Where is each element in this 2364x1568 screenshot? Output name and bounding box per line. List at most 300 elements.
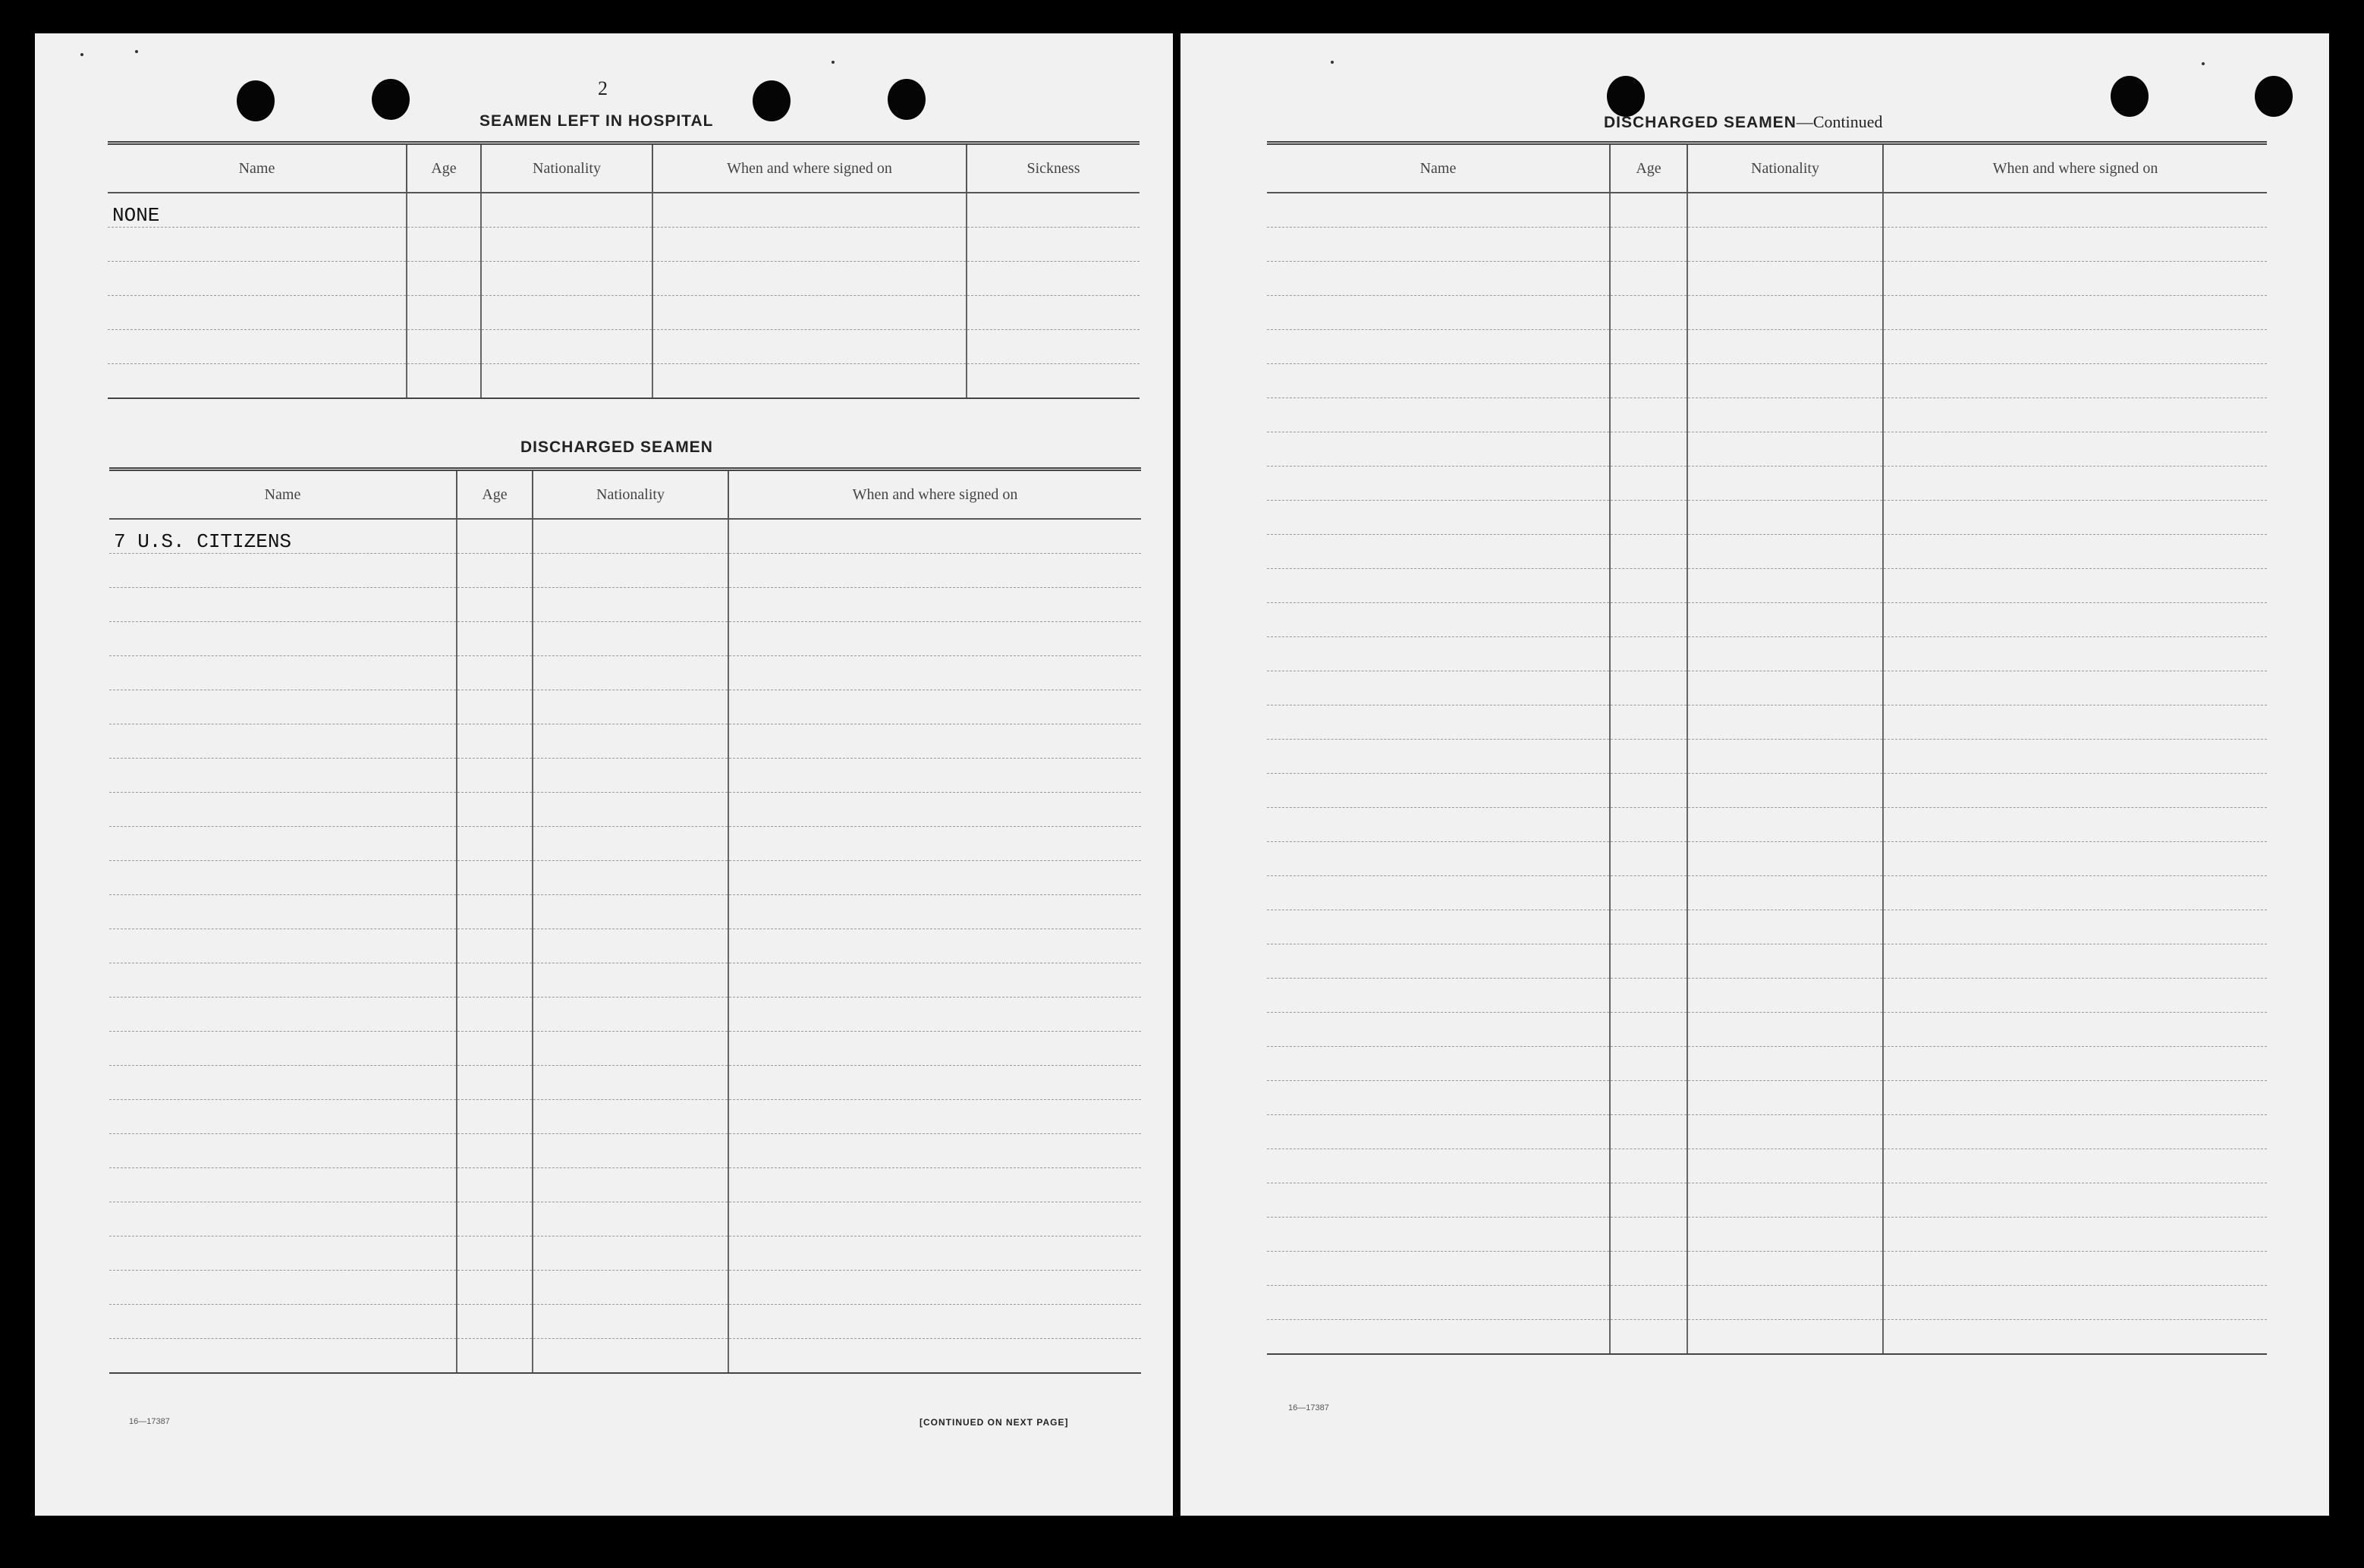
column-header: When and where signed on [728,470,1141,520]
table-cell [1610,467,1687,501]
table-cell [1610,535,1687,569]
table-cell [533,1066,728,1100]
table-cell [1883,1115,2267,1149]
table-cell [1883,910,2267,944]
table-cell [728,861,1141,895]
table-cell [1687,842,1883,876]
table-cell [967,193,1140,228]
table-row [1267,364,2267,398]
table-cell [1687,637,1883,671]
table-row [1267,1286,2267,1320]
table-cell [1267,1286,1610,1320]
table-cell [1267,944,1610,979]
table-cell [1610,432,1687,467]
table-cell [109,998,457,1032]
table-cell [1610,808,1687,842]
table-row [109,554,1141,588]
table-cell [1267,705,1610,740]
table-cell [457,827,533,861]
table-cell [1610,228,1687,262]
table-cell [728,759,1141,793]
title-continued: —Continued [1796,112,1883,131]
table-row [109,895,1141,929]
table-cell [1267,1183,1610,1218]
table-row [109,519,1141,554]
table-cell [481,330,652,364]
table-cell [457,793,533,827]
continued-table [1267,141,2267,1355]
discharged-table-body [109,519,1141,1373]
continued-table-body [1267,193,2267,1354]
table-row [1267,501,2267,535]
table-row [1267,330,2267,364]
table-cell [1883,1013,2267,1047]
table-cell [1267,501,1610,535]
table-row [109,1100,1141,1134]
table-cell [1883,842,2267,876]
table-cell [1610,740,1687,774]
table-cell [1610,569,1687,603]
table-cell [728,1271,1141,1305]
table-row [1267,535,2267,569]
table-cell [533,1134,728,1168]
hospital-table-header [108,143,1140,193]
table-cell [457,1066,533,1100]
table-cell [533,519,728,554]
table-cell [1687,398,1883,432]
table-cell [533,793,728,827]
table-cell [1610,262,1687,296]
table-cell [728,998,1141,1032]
table-cell [1610,603,1687,637]
table-cell [1267,262,1610,296]
table-cell [1267,740,1610,774]
discharged-section-title: DISCHARGED SEAMEN [520,438,713,456]
table-cell [109,827,457,861]
page-number: 2 [598,77,608,99]
table-cell [407,228,481,262]
table-cell [108,228,407,262]
table-cell [533,895,728,929]
table-cell [1610,1183,1687,1218]
table-row [1267,467,2267,501]
table-cell [1687,1320,1883,1355]
table-cell [728,1066,1141,1100]
table-cell [652,262,967,296]
table-cell [1687,876,1883,910]
table-cell [728,929,1141,963]
table-cell [457,554,533,588]
table-cell [533,656,728,690]
table-cell [728,1100,1141,1134]
speck [80,53,83,56]
table-cell [481,296,652,330]
table-cell [1687,364,1883,398]
table-cell [533,929,728,963]
table-row [109,793,1141,827]
table-row [109,1066,1141,1100]
table-cell [1610,842,1687,876]
table-cell [1267,193,1610,228]
table-cell [1687,193,1883,228]
table-cell [457,1236,533,1271]
table-cell [108,262,407,296]
table-cell [1267,876,1610,910]
table-cell [1267,364,1610,398]
table-cell [728,1134,1141,1168]
table-cell: 7 U.S. CITIZENS [109,519,457,554]
table-cell [728,1202,1141,1236]
table-cell [108,364,407,399]
table-cell [533,1202,728,1236]
table-cell [1883,808,2267,842]
table-cell [1883,740,2267,774]
table-cell [1610,705,1687,740]
table-row [108,364,1140,399]
table-row [108,193,1140,228]
table-cell [967,296,1140,330]
table-cell [109,690,457,724]
punch-hole [2255,76,2293,117]
table-cell [533,1271,728,1305]
table-cell [1610,774,1687,808]
table-cell [1883,1047,2267,1081]
table-cell [728,793,1141,827]
table-cell [1883,774,2267,808]
table-cell [457,588,533,622]
table-cell [1883,262,2267,296]
table-row [1267,296,2267,330]
table-row [1267,808,2267,842]
table-cell [1610,910,1687,944]
table-cell [1610,944,1687,979]
table-cell [1610,1013,1687,1047]
table-cell [1267,398,1610,432]
column-header: Nationality [533,470,728,520]
table-cell [533,1100,728,1134]
table-row [1267,876,2267,910]
table-row [1267,1183,2267,1218]
table-cell [109,793,457,827]
table-cell [728,1032,1141,1066]
table-cell: NONE [108,193,407,228]
hospital-section-title: SEAMEN LEFT IN HOSPITAL [479,112,714,130]
table-cell [1687,1183,1883,1218]
table-cell [109,929,457,963]
table-cell [1267,842,1610,876]
column-header: Age [1610,143,1687,193]
table-row [1267,671,2267,705]
table-row [1267,603,2267,637]
column-header: Name [1267,143,1610,193]
table-cell [1610,296,1687,330]
table-cell [109,963,457,998]
table-cell [481,364,652,399]
speck [1331,61,1334,64]
table-cell [652,228,967,262]
table-cell [1687,432,1883,467]
table-cell [457,1339,533,1374]
table-cell [457,895,533,929]
table-cell [1687,1149,1883,1183]
table-cell [533,998,728,1032]
table-cell [533,1032,728,1066]
table-cell [652,193,967,228]
table-cell [1687,1081,1883,1115]
column-header: Nationality [1687,143,1883,193]
discharged-table [109,467,1141,1374]
table-cell [1883,432,2267,467]
table-cell [457,929,533,963]
table-cell [109,1032,457,1066]
table-row [109,1202,1141,1236]
table-cell [1267,808,1610,842]
table-cell [1267,1013,1610,1047]
table-row [1267,1149,2267,1183]
table-row [109,861,1141,895]
table-cell [1687,296,1883,330]
table-cell [1883,1218,2267,1252]
table-row [109,963,1141,998]
table-cell [457,1134,533,1168]
table-cell [481,228,652,262]
table-row [1267,944,2267,979]
table-cell [728,690,1141,724]
speck [135,50,138,53]
table-cell [1883,979,2267,1013]
right-page [1180,33,2329,1516]
table-cell [1883,1081,2267,1115]
table-row [109,622,1141,656]
table-cell [533,759,728,793]
table-cell [108,330,407,364]
table-cell [1267,671,1610,705]
table-cell [1610,1081,1687,1115]
table-cell [1267,637,1610,671]
table-row [1267,637,2267,671]
table-cell [1267,1320,1610,1355]
table-cell [109,588,457,622]
punch-hole [888,79,926,120]
table-cell [1687,1286,1883,1320]
table-cell [1687,603,1883,637]
table-cell [1883,876,2267,910]
table-cell [728,519,1141,554]
column-header: Nationality [481,143,652,193]
table-cell [1687,1047,1883,1081]
continued-note: [CONTINUED ON NEXT PAGE] [920,1417,1069,1428]
table-cell [1687,1013,1883,1047]
table-row [109,1339,1141,1374]
table-cell [728,724,1141,759]
table-cell [1267,1218,1610,1252]
table-row [109,690,1141,724]
table-cell [1687,1218,1883,1252]
punch-hole [237,80,275,121]
table-cell [533,861,728,895]
column-header: Name [108,143,407,193]
table-cell [407,364,481,399]
table-cell [1610,1218,1687,1252]
table-cell [728,1236,1141,1271]
table-cell [1267,296,1610,330]
table-cell [533,690,728,724]
table-cell [533,1236,728,1271]
table-cell [728,895,1141,929]
table-cell [1267,603,1610,637]
table-cell [457,622,533,656]
table-row [1267,262,2267,296]
table-cell [109,1100,457,1134]
table-cell [967,364,1140,399]
table-cell [1610,1286,1687,1320]
table-cell [728,963,1141,998]
table-cell [1610,398,1687,432]
table-cell [1883,1149,2267,1183]
table-cell [1687,944,1883,979]
table-cell [457,519,533,554]
table-cell [728,622,1141,656]
table-row [1267,774,2267,808]
table-cell [533,588,728,622]
table-row [108,262,1140,296]
table-cell [1883,364,2267,398]
table-row [1267,193,2267,228]
table-cell [109,861,457,895]
column-header: When and where signed on [652,143,967,193]
table-cell [533,1168,728,1202]
table-row [1267,228,2267,262]
table-cell [728,1305,1141,1339]
table-cell [728,554,1141,588]
table-cell [1687,979,1883,1013]
table-row [1267,398,2267,432]
discharged-table-header [109,470,1141,520]
table-cell [457,759,533,793]
table-row [109,1032,1141,1066]
table-row [109,929,1141,963]
table-cell [481,193,652,228]
left-page [35,33,1173,1516]
table-row [109,1236,1141,1271]
table-cell [1687,1115,1883,1149]
table-cell [1610,637,1687,671]
table-cell [457,1100,533,1134]
table-cell [1883,193,2267,228]
table-cell [1267,1047,1610,1081]
table-cell [1687,910,1883,944]
table-cell [109,1202,457,1236]
table-cell [1267,1081,1610,1115]
table-row [109,1305,1141,1339]
table-cell [533,963,728,998]
table-cell [1610,876,1687,910]
table-cell [1687,467,1883,501]
table-cell [1883,398,2267,432]
table-cell [728,588,1141,622]
table-cell [1267,535,1610,569]
table-cell [457,656,533,690]
column-header: Sickness [967,143,1140,193]
table-cell [652,330,967,364]
table-cell [457,1168,533,1202]
table-row [1267,910,2267,944]
punch-hole [753,80,791,121]
table-cell [533,622,728,656]
table-row [1267,1047,2267,1081]
punch-hole [372,79,410,120]
table-cell [1687,228,1883,262]
hospital-table [108,141,1140,399]
table-row [1267,432,2267,467]
table-row [109,1168,1141,1202]
table-cell [1687,808,1883,842]
table-row [1267,1081,2267,1115]
table-cell [457,690,533,724]
table-row [109,588,1141,622]
table-cell [652,364,967,399]
table-cell [1267,910,1610,944]
table-row [109,1271,1141,1305]
table-cell [967,330,1140,364]
table-cell [109,759,457,793]
table-cell [1883,296,2267,330]
table-cell [1883,535,2267,569]
table-cell [407,193,481,228]
table-cell [1610,193,1687,228]
table-cell [109,1339,457,1374]
table-cell [533,1339,728,1374]
table-cell [1883,705,2267,740]
table-cell [1883,1320,2267,1355]
table-cell [1610,330,1687,364]
table-cell [457,998,533,1032]
table-row [1267,740,2267,774]
table-cell [1883,569,2267,603]
table-cell [457,1305,533,1339]
table-cell [652,296,967,330]
table-cell [1883,1252,2267,1286]
table-cell [728,656,1141,690]
table-cell [1610,1047,1687,1081]
table-cell [1267,1252,1610,1286]
table-cell [1883,1286,2267,1320]
table-cell [1267,1149,1610,1183]
table-cell [109,554,457,588]
table-cell [1610,364,1687,398]
table-cell [1687,330,1883,364]
table-row [108,330,1140,364]
table-cell [728,1339,1141,1374]
table-cell [1610,501,1687,535]
column-header: Age [457,470,533,520]
table-cell [1267,330,1610,364]
punch-hole [1607,76,1645,117]
title-main: DISCHARGED SEAMEN [1604,114,1797,131]
table-cell [109,895,457,929]
table-cell [1267,228,1610,262]
table-cell [1883,501,2267,535]
table-cell [407,296,481,330]
speck [831,61,835,64]
table-cell [109,1066,457,1100]
table-row [1267,1013,2267,1047]
table-cell [1267,432,1610,467]
table-row [108,228,1140,262]
table-cell [109,724,457,759]
speck [2202,62,2205,65]
table-row [1267,569,2267,603]
